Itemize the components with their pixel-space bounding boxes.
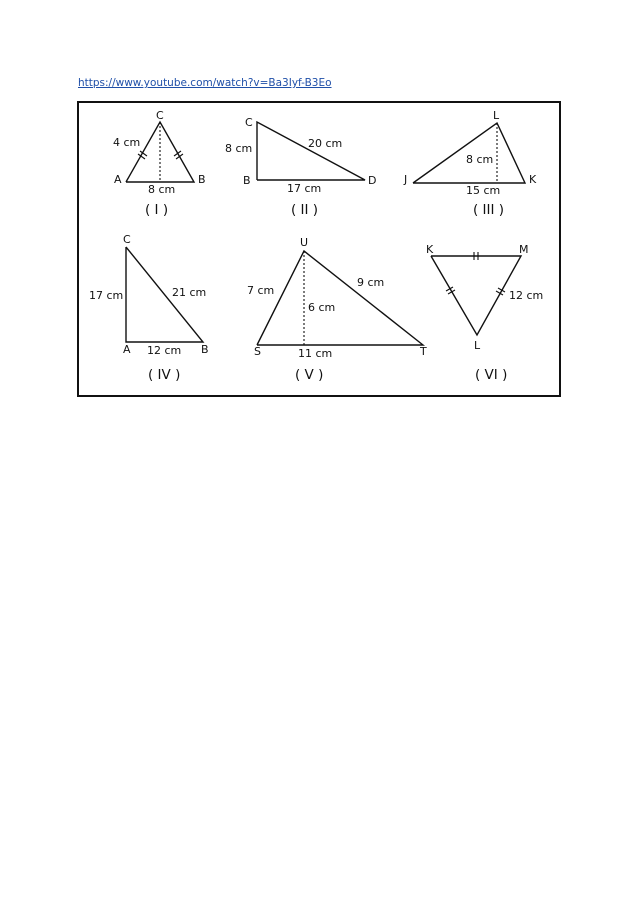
length-label: 12 cm xyxy=(147,344,182,357)
youtube-link[interactable]: https://www.youtube.com/watch?v=Ba3Iyf-B3Eo xyxy=(78,77,332,89)
vertex-label: C xyxy=(245,116,253,129)
figure-caption: ( II ) xyxy=(291,202,319,218)
vertex-label: A xyxy=(114,173,122,186)
triangles-svg xyxy=(77,101,561,397)
vertex-label: B xyxy=(243,174,251,187)
vertex-label: M xyxy=(519,243,529,256)
length-label: 8 cm xyxy=(225,142,253,155)
vertex-label: K xyxy=(529,173,537,186)
vertex-label: D xyxy=(368,174,377,187)
vertex-label: C xyxy=(156,109,164,122)
figure-caption: ( I ) xyxy=(145,202,169,218)
vertex-label: A xyxy=(123,343,131,356)
vertex-label: B xyxy=(198,173,206,186)
vertex-label: B xyxy=(201,343,209,356)
vertex-label: L xyxy=(474,339,481,352)
length-label: 6 cm xyxy=(308,301,336,314)
length-label: 11 cm xyxy=(298,347,333,360)
vertex-label: K xyxy=(426,243,434,256)
length-label: 4 cm xyxy=(113,136,141,149)
length-label: 7 cm xyxy=(247,284,275,297)
length-label: 20 cm xyxy=(308,137,343,150)
vertex-label: L xyxy=(493,109,500,122)
figure-caption: ( III ) xyxy=(473,202,505,218)
figure-caption: ( VI ) xyxy=(475,367,508,383)
length-label: 21 cm xyxy=(172,286,207,299)
length-label: 12 cm xyxy=(509,289,544,302)
length-label: 17 cm xyxy=(287,182,322,195)
vertex-label: J xyxy=(404,173,408,186)
figure-caption: ( IV ) xyxy=(148,367,181,383)
length-label: 8 cm xyxy=(148,183,176,196)
vertex-label: T xyxy=(420,345,427,358)
vertex-label: S xyxy=(254,345,261,358)
length-label: 15 cm xyxy=(466,184,501,197)
vertex-label: U xyxy=(300,236,309,249)
length-label: 17 cm xyxy=(89,289,124,302)
length-label: 9 cm xyxy=(357,276,385,289)
length-label: 8 cm xyxy=(466,153,494,166)
triangles-figure xyxy=(77,101,561,397)
vertex-label: C xyxy=(123,233,131,246)
figure-caption: ( V ) xyxy=(295,367,324,383)
